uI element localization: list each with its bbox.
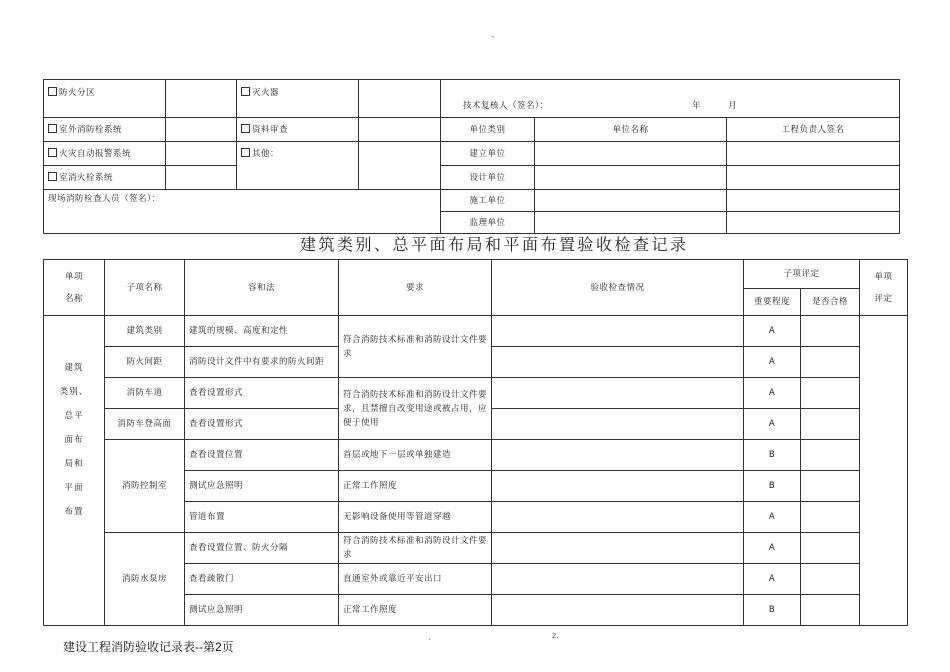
importance-cell: A xyxy=(744,316,801,347)
doc-review-label: 资料审查 xyxy=(252,124,289,135)
empty-cell xyxy=(727,190,900,212)
sub-item-cell: 消防车道 xyxy=(105,378,185,409)
requirement-header: 要求 xyxy=(339,260,492,316)
sub-item-cell: 建筑类别 xyxy=(105,316,185,347)
importance-cell: B xyxy=(744,471,801,502)
page-footer: 建设工程消防验收记录表--第2页 xyxy=(63,640,234,654)
header-text: 评定 xyxy=(874,293,893,304)
checkbox-icon[interactable] xyxy=(241,87,250,96)
sub-item-header: 子项名称 xyxy=(105,260,185,316)
reviewer-label: 技术复核人（签名）： xyxy=(463,101,549,111)
pass-cell[interactable] xyxy=(801,595,860,626)
header-text: 单项 xyxy=(874,271,893,282)
method-cell: 管道布置 xyxy=(185,502,339,533)
pass-cell[interactable] xyxy=(801,471,860,502)
empty-cell xyxy=(535,142,727,166)
pass-cell[interactable] xyxy=(801,316,860,347)
unit-item-header xyxy=(44,260,105,316)
empty-cell xyxy=(727,142,900,166)
empty-cell xyxy=(166,142,237,166)
importance-cell: A xyxy=(744,564,801,595)
category-line: 建筑 xyxy=(64,363,84,373)
importance-cell: A xyxy=(744,409,801,440)
requirement-cell: 正常工作照度 xyxy=(339,471,492,502)
importance-header: 重要程度 xyxy=(744,289,801,316)
inspection-cell[interactable] xyxy=(492,502,744,533)
other-label: 其他： xyxy=(252,149,280,159)
requirement-cell: 无影响设备使用等管道穿越 xyxy=(339,502,492,533)
inspection-cell[interactable] xyxy=(492,533,744,564)
method-cell: 建筑的规模、高度和定性 xyxy=(185,316,339,347)
outdoor-hydrant-cell xyxy=(44,118,166,142)
requirement-cell: 符合消防技术标准和消防设计文件要求，且禁擅自改变用途或被占用，应便于使用 xyxy=(339,378,492,440)
project-lead-header: 工程负责人签名 xyxy=(727,118,900,142)
sub-item-cell: 消防水泵房 xyxy=(105,533,185,626)
method-cell: 测试应急照明 xyxy=(185,471,339,502)
category-line: 面布 xyxy=(64,435,84,445)
single-eval-cell[interactable] xyxy=(860,316,908,626)
inspection-cell[interactable] xyxy=(492,347,744,378)
method-cell: 测试应急照明 xyxy=(185,595,339,626)
empty-cell xyxy=(359,80,441,118)
empty-cell xyxy=(359,142,441,190)
checkbox-icon[interactable] xyxy=(48,124,57,133)
reviewer-cell xyxy=(441,80,900,118)
inspection-cell[interactable] xyxy=(492,378,744,409)
method-cell: 消防设计文件中有要求的防火间距 xyxy=(185,347,339,378)
importance-cell: B xyxy=(744,595,801,626)
requirement-cell: 符合消防技术标准和消防设计文件要求 xyxy=(339,533,492,564)
empty-cell xyxy=(535,166,727,190)
category-line: 布置 xyxy=(64,507,84,517)
checkbox-icon[interactable] xyxy=(241,148,250,157)
indoor-hydrant-cell xyxy=(44,166,166,190)
empty-cell xyxy=(727,166,900,190)
inspector-cell: 现场消防检查人员（签名）： xyxy=(44,190,441,234)
inspection-cell[interactable] xyxy=(492,471,744,502)
empty-cell xyxy=(166,166,237,190)
unit-name-header: 单位名称 xyxy=(535,118,727,142)
inspection-table xyxy=(43,259,908,626)
inspection-cell[interactable] xyxy=(492,564,744,595)
page-title: 建筑类别、总平面布局和平面布置验收检查记录 xyxy=(300,235,689,254)
pass-cell[interactable] xyxy=(801,347,860,378)
method-cell: 查看疏散门 xyxy=(185,564,339,595)
category-line: 局和 xyxy=(64,459,84,469)
fire-alarm-label: 火灾自动报警系统 xyxy=(59,148,132,159)
unit-type-header: 单位类别 xyxy=(441,118,535,142)
category-line: 类别、 xyxy=(59,387,89,397)
sub-item-cell: 消防控制室 xyxy=(105,440,185,533)
sub-item-cell: 消防车登高面 xyxy=(105,409,185,440)
category-line: 总平 xyxy=(64,411,84,421)
importance-cell: A xyxy=(744,533,801,564)
empty-cell xyxy=(166,80,237,118)
month-label: 月 xyxy=(728,101,738,111)
importance-cell: B xyxy=(744,440,801,471)
single-eval-header xyxy=(860,260,908,316)
header-mark: – xyxy=(491,32,495,41)
sub-item-cell: 防火间距 xyxy=(105,347,185,378)
fire-alarm-cell xyxy=(44,142,166,166)
pass-cell[interactable] xyxy=(801,564,860,595)
requirement-cell: 首层或地下一层或单独建造 xyxy=(339,440,492,471)
method-cell: 查看设置形式 xyxy=(185,378,339,409)
method-cell: 查看设置位置 xyxy=(185,440,339,471)
construction-unit-label: 建立单位 xyxy=(441,142,535,166)
footer-z-mark: z. xyxy=(552,631,559,640)
category-cell xyxy=(44,316,105,626)
supervision-unit-label: 监理单位 xyxy=(441,212,535,234)
importance-cell: A xyxy=(744,347,801,378)
requirement-cell: 符合消防技术标准和消防设计文件要求 xyxy=(339,316,492,378)
method-cell: 查看设置形式 xyxy=(185,409,339,440)
checkbox-icon[interactable] xyxy=(241,124,250,133)
pass-cell[interactable] xyxy=(801,409,860,440)
checkbox-icon[interactable] xyxy=(48,87,57,96)
requirement-cell: 直通室外或靠近平安出口 xyxy=(339,564,492,595)
fire-zone-cell xyxy=(44,80,166,118)
design-unit-label: 设计单位 xyxy=(441,166,535,190)
method-header: 容和法 xyxy=(185,260,339,316)
pass-cell[interactable] xyxy=(801,533,860,564)
extinguisher-label: 灭火器 xyxy=(252,88,280,98)
empty-cell xyxy=(166,118,237,142)
inspection-header: 验收检查情况 xyxy=(492,260,744,316)
checkbox-icon[interactable] xyxy=(48,148,57,157)
empty-cell xyxy=(359,118,441,142)
header-text: 单项 xyxy=(64,271,83,282)
indoor-hydrant-label: 室消火栓系统 xyxy=(59,172,114,183)
inspection-cell[interactable] xyxy=(492,316,744,347)
method-cell: 查看设置位置、防火分隔 xyxy=(185,533,339,564)
build-unit-label: 施工单位 xyxy=(441,190,535,212)
footer-dot: . xyxy=(428,633,431,642)
checkbox-icon[interactable] xyxy=(48,172,57,181)
inspection-cell[interactable] xyxy=(492,595,744,626)
requirement-cell: 正常工作照度 xyxy=(339,595,492,626)
empty-cell xyxy=(535,190,727,212)
pass-cell[interactable] xyxy=(801,502,860,533)
doc-review-cell xyxy=(237,118,359,142)
header-text: 名称 xyxy=(64,293,83,304)
outdoor-hydrant-label: 室外消防栓系统 xyxy=(59,124,123,135)
other-cell xyxy=(237,142,359,190)
importance-cell: A xyxy=(744,502,801,533)
year-label: 年 xyxy=(691,101,701,111)
importance-cell: A xyxy=(744,378,801,409)
pass-cell[interactable] xyxy=(801,378,860,409)
category-line: 平面 xyxy=(64,483,84,493)
sub-eval-header: 子项评定 xyxy=(744,260,860,289)
extinguisher-cell xyxy=(237,80,359,118)
pass-header: 是否合格 xyxy=(801,289,860,316)
inspection-cell[interactable] xyxy=(492,409,744,440)
signature-table xyxy=(43,79,900,234)
inspection-cell[interactable] xyxy=(492,440,744,471)
pass-cell[interactable] xyxy=(801,440,860,471)
empty-cell xyxy=(727,212,900,234)
empty-cell xyxy=(535,212,727,234)
fire-zone-label: 防火分区 xyxy=(59,88,96,98)
